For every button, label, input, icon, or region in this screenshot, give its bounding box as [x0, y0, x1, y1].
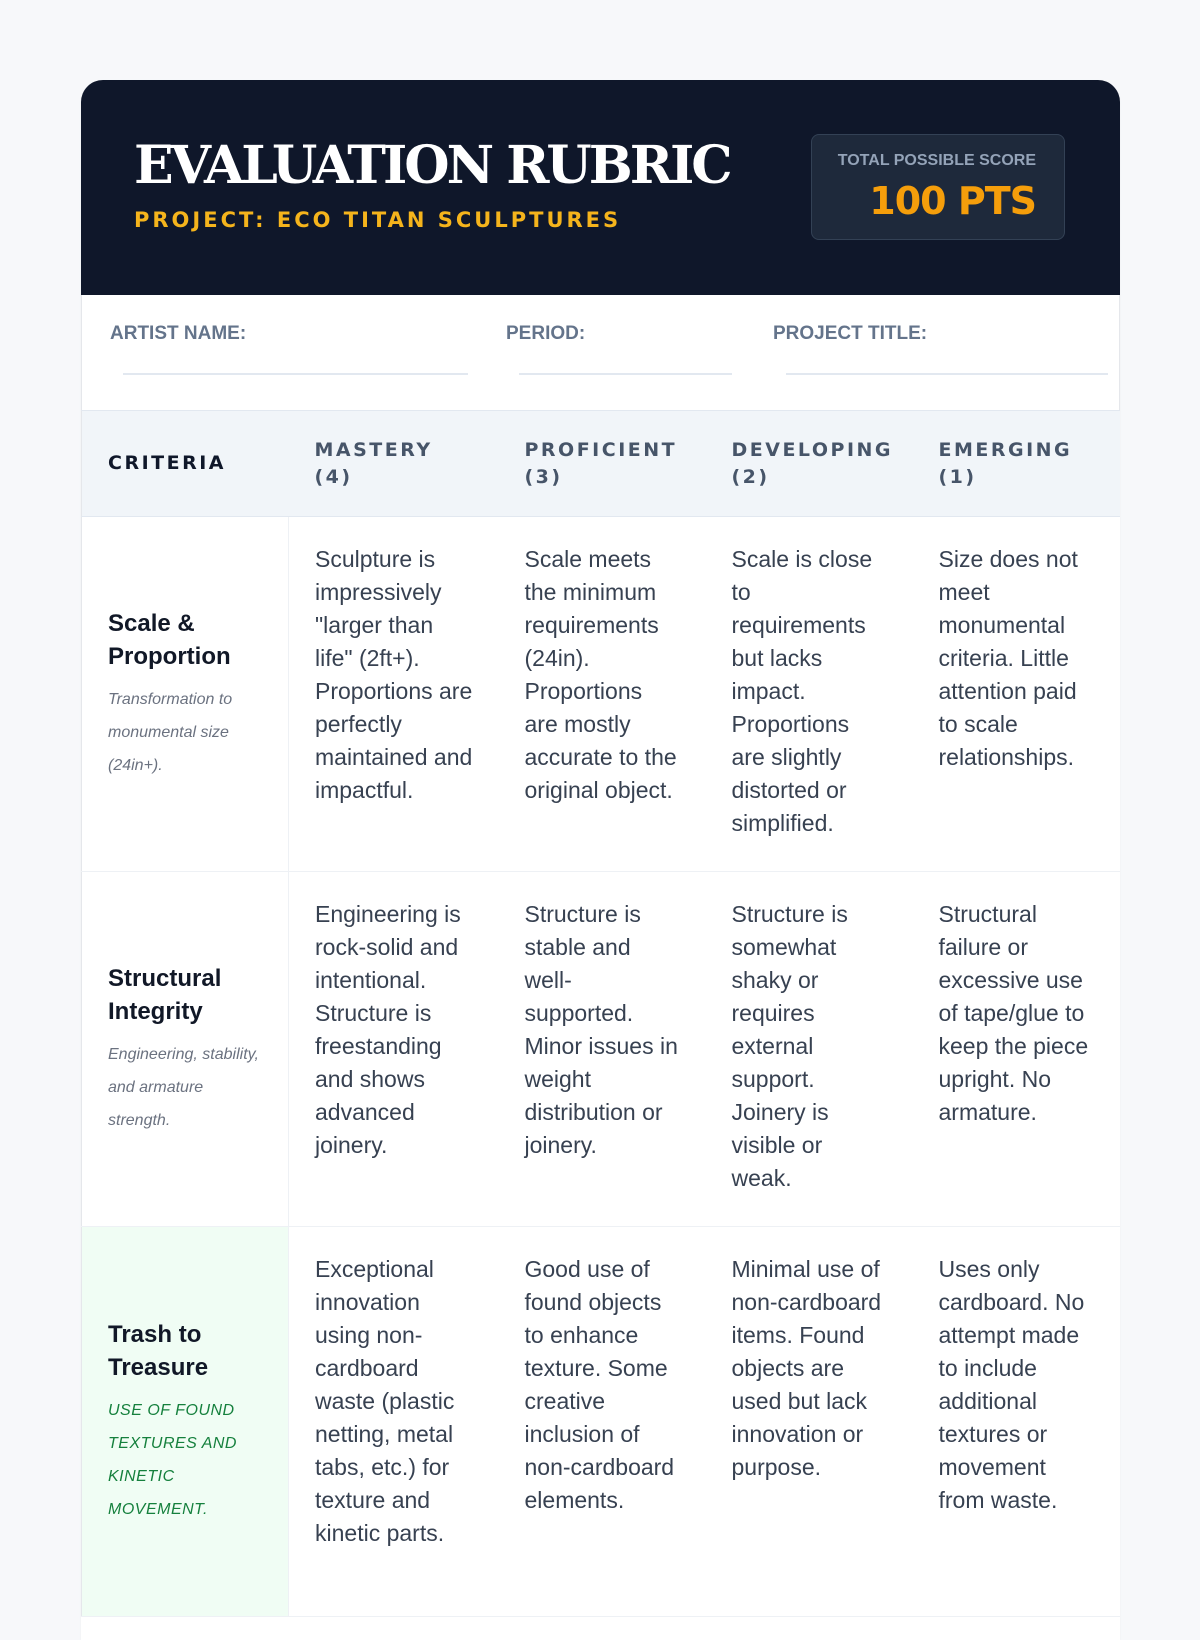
mastery-cell: Sculpture is impressively "larger than life" (2ft+). Proportions are perfectly maintained and impactful. [289, 517, 499, 872]
table-row [82, 1227, 1121, 1617]
developing-cell: Structure is somewhat shaky or requires external support. Joinery is visible or weak. [706, 872, 913, 1227]
table-row [82, 872, 1121, 1227]
emerging-cell: Size does not meet monumental criteria. Little attention paid to scale relationships. [913, 517, 1121, 872]
artist-name-label: ARTIST NAME: [110, 323, 247, 344]
rubric-card [81, 80, 1120, 1640]
proficient-cell: Good use of found objects to enhance texture. Some creative inclusion of non-cardboard elements. [499, 1227, 706, 1617]
period-label: PERIOD: [506, 323, 586, 344]
project-title-field[interactable] [786, 373, 1108, 375]
proficient-cell: Structure is stable and well-supported. Minor issues in weight distribution or joinery. [499, 872, 706, 1227]
column-header-emerging: EMERGING (1) [913, 411, 1121, 517]
column-header-developing: DEVELOPING (2) [706, 411, 913, 517]
mastery-cell: Exceptional innovation using non-cardboard waste (plastic netting, metal tabs, etc.) for texture and kinetic parts. [289, 1227, 499, 1617]
criterion-name: Trash to Treasure [108, 1320, 209, 1381]
student-info-row [81, 295, 1120, 410]
mastery-cell: Engineering is rock-solid and intentional. Structure is freestanding and shows advanced joinery. [289, 872, 499, 1227]
column-header-proficient: PROFICIENT (3) [499, 411, 706, 517]
period-field[interactable] [519, 373, 732, 375]
emerging-cell: Structural failure or excessive use of tape/glue to keep the piece upright. No armature. [913, 872, 1121, 1227]
score-value: 100 PTS [869, 179, 1036, 223]
page-title: EVALUATION RUBRIC [134, 135, 730, 196]
developing-cell: Scale is close to requirements but lacks impact. Proportions are slightly distorted or simplified. [706, 517, 913, 872]
criterion-name: Scale & Proportion [108, 609, 231, 670]
criterion-cell [82, 872, 289, 1227]
proficient-cell: Scale meets the minimum requirements (24in). Proportions are mostly accurate to the original object. [499, 517, 706, 872]
rubric-header [81, 80, 1120, 295]
total-score-box [811, 134, 1065, 240]
criterion-cell [82, 1227, 289, 1617]
column-header-mastery: MASTERY (4) [289, 411, 499, 517]
emerging-cell: Uses only cardboard. No attempt made to include additional textures or movement from waste. [913, 1227, 1121, 1617]
developing-cell: Minimal use of non-cardboard items. Found objects are used but lack innovation or purpose. [706, 1227, 913, 1617]
artist-name-field[interactable] [123, 373, 468, 375]
criterion-description: USE OF FOUND TEXTURES AND KINETIC MOVEMENT. [108, 1401, 237, 1518]
criterion-description: Engineering, stability, and armature strength. [108, 1045, 259, 1129]
score-label: TOTAL POSSIBLE SCORE [837, 152, 1036, 169]
rubric-table [81, 410, 1120, 1617]
table-row [82, 517, 1121, 872]
project-title-label: PROJECT TITLE: [773, 323, 928, 344]
column-header-criteria: CRITERIA [82, 411, 289, 517]
criterion-description: Transformation to monumental size (24in+). [108, 690, 233, 774]
criterion-name: Structural Integrity [108, 964, 222, 1025]
criterion-cell [82, 517, 289, 872]
table-header-row [82, 411, 1121, 517]
project-subtitle: PROJECT: ECO TITAN SCULPTURES [134, 208, 622, 232]
